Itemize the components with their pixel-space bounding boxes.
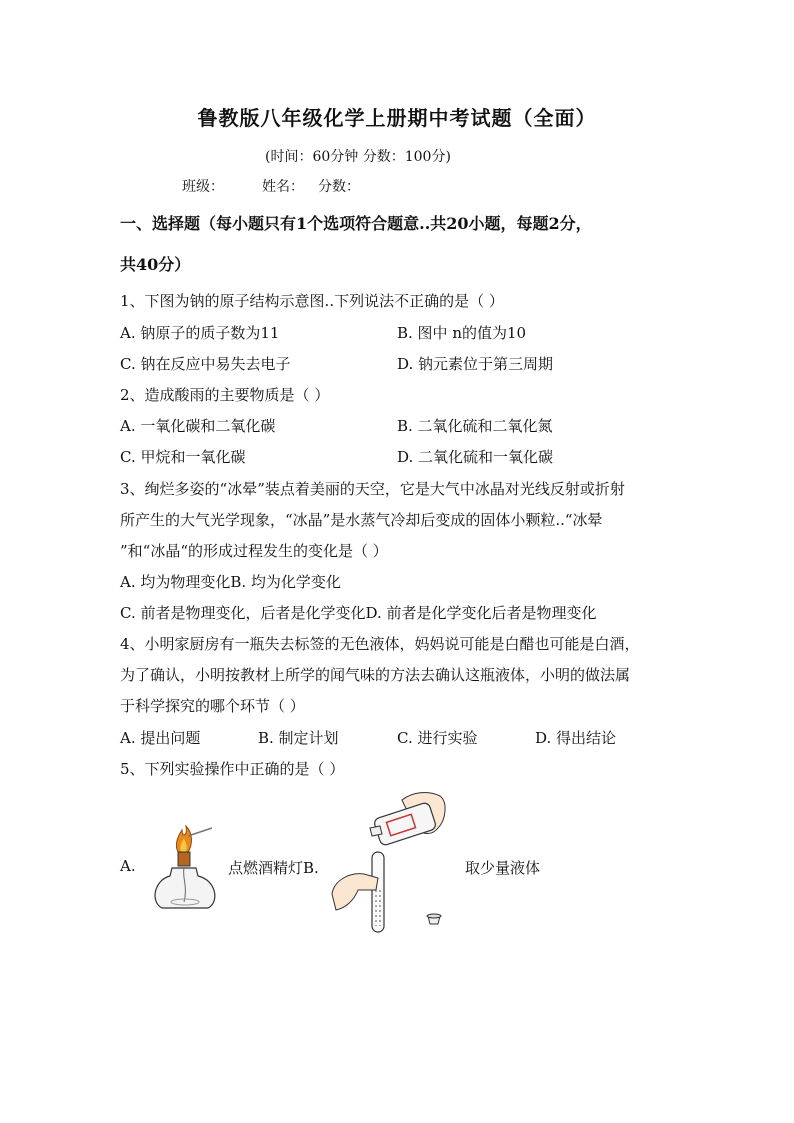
q4-option-b: B. 制定计划 [258,729,339,747]
alcohol-lamp-image [148,822,224,914]
pour-liquid-image [328,790,458,940]
q2-option-c: C. 甲烷和一氧化碳 [120,448,246,466]
section-title: 一、选择题（每小题只有1个选项符合题意..共20小题，每题2分， [120,214,592,233]
question-4-line-1: 4、小明家厨房有一瓶失去标签的无色液体，妈妈说可能是白醋也可能是白酒， [120,635,640,653]
question-1-stem: 1、下图为钠的原子结构示意图..下列说法不正确的是（ ） [120,292,504,310]
q4-option-c: C. 进行实验 [397,729,478,747]
q4-option-a: A. 提出问题 [120,729,201,747]
q1-option-c: C. 钠在反应中易失去电子 [120,355,291,373]
exam-time-info: (时间：60分钟 分数：100分) [265,149,451,165]
score-label: 分数： [318,179,360,195]
question-3-line-3: ”和“冰晶“的形成过程发生的变化是（ ） [120,542,388,560]
question-4-line-3: 于科学探究的哪个环节（ ） [120,697,305,715]
question-3-line-1: 3、绚烂多姿的“冰晕”装点着美丽的天空，它是大气中冰晶对光线反射或折射 [120,480,625,498]
question-4-line-2: 为了确认，小明按教材上所学的闻气味的方法去确认这瓶液体，小明的做法属 [120,666,631,684]
question-2-stem: 2、造成酸雨的主要物质是（ ） [120,386,330,404]
q3-options-ab: A. 均为物理变化B. 均为化学变化 [120,573,341,591]
q5-option-a-text: 点燃酒精灯B. [228,859,319,877]
question-5-stem: 5、下列实验操作中正确的是（ ） [120,760,345,778]
q2-option-b: B. 二氧化硫和二氧化氮 [397,417,553,435]
class-label: 班级： [182,179,224,195]
page-title: 鲁教版八年级化学上册期中考试题（全面） [197,106,597,130]
q3-options-cd: C. 前者是物理变化，后者是化学变化D. 前者是化学变化后者是物理变化 [120,604,597,622]
q2-option-a: A. 一氧化碳和二氧化碳 [120,417,276,435]
q5-option-b-text: 取少量液体 [465,859,541,877]
section-title-cont: 共40分） [120,255,191,274]
q5-option-a-label: A. [120,857,136,875]
q4-option-d: D. 得出结论 [535,729,617,747]
q1-option-b: B. 图中 n的值为10 [397,324,527,342]
question-3-line-2: 所产生的大气光学现象，“冰晶”是水蒸气冷却后变成的固体小颗粒..“冰晕 [120,511,603,529]
q1-option-a: A. 钠原子的质子数为11 [120,324,280,342]
q1-option-d: D. 钠元素位于第三周期 [397,355,554,373]
q2-option-d: D. 二氧化硫和一氧化碳 [397,448,554,466]
name-label: 姓名： [262,179,304,195]
